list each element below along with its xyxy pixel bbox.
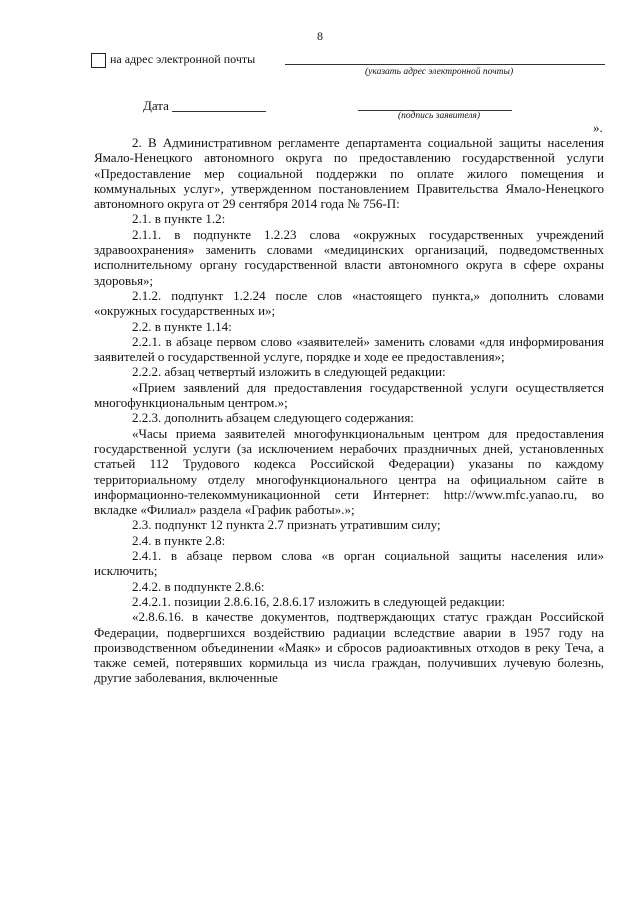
paragraph: 2.3. подпункт 12 пункта 2.7 признать утратившим силу;: [132, 517, 441, 533]
paragraph: 2.2. в пункте 1.14:: [132, 318, 232, 334]
email-checkbox[interactable]: [91, 53, 106, 68]
paragraph: 2.4.2. в подпункте 2.8.6:: [132, 578, 265, 594]
date-line: [172, 111, 266, 112]
closing-mark: ».: [593, 120, 603, 135]
email-address-hint: (указать адрес электронной почты): [365, 67, 514, 77]
paragraph: 2.1. в пункте 1.2:: [132, 211, 226, 227]
paragraph: 2.1.2. подпункт 1.2.24 после слов «настоящего пункта,» дополнить словами «окружных государственных и»;: [94, 287, 604, 319]
paragraph: «Прием заявлений для предоставления государственной услуги осуществляется многофункциональным центром.»;: [94, 379, 604, 411]
signature-hint: (подпись заявителя): [398, 111, 481, 121]
paragraph: 2. В Административном регламенте департамента социальной защиты населения Ямало-Ненецкого автономного округа по предоставлению государственной услуги «Предоставление мер социальной поддержки по оплате жилого помещения и коммунальных услуг», утвержденном постановлением Правительства Ямало-Ненецкого автономного округа от 29 сентября 2014 года № 756-П:: [94, 135, 604, 212]
date-label: Дата: [143, 98, 169, 113]
paragraph: 2.2.2. абзац четвертый изложить в следующей редакции:: [132, 364, 446, 380]
document-body: [94, 135, 604, 686]
paragraph: 2.1.1. в подпункте 1.2.23 слова «окружных государственных учреждений здравоохранения» заменить словами «медицинских организаций, подведомственных исполнительному органу государственной власти автономного округа в сфере охраны здоровья»;: [94, 226, 604, 288]
paragraph: 2.4. в пункте 2.8:: [132, 532, 226, 548]
email-address-line: [285, 64, 605, 65]
paragraph: 2.2.3. дополнить абзацем следующего содержания:: [132, 410, 414, 426]
paragraph: 2.4.1. в абзаце первом слова «в орган социальной защиты населения или» исключить;: [94, 548, 604, 579]
email-option-label: на адрес электронной почты: [110, 52, 256, 66]
paragraph: 2.4.2.1. позиции 2.8.6.16, 2.8.6.17 изложить в следующей редакции:: [132, 593, 506, 609]
page-number: 8: [317, 29, 323, 43]
paragraph: «Часы приема заявителей многофункциональным центром для предоставления государственной услуги (за исключением нерабочих праздничных дней, установленных статьей 112 Трудового кодекса Российской Федерации) указаны по каждому территориальному отделу многофункционального центра на официальном сайте в информационно-телекоммуникационной сети Интернет: http://www.mfc.yanao.ru, во вкладке «Филиал» раздела «График работы».»;: [94, 425, 604, 518]
paragraph: «2.8.6.16. в качестве документов, подтверждающих статус граждан Российской Федерации, подвергшихся воздействию радиации вследствие аварии в 1957 году на производственном объединении «Маяк» и сбросов радиоактивных отходов в реку Теча, а также семей, потерявших кормильца из числа граждан, получивших лучевую болезнь, другие заболевания, включенные: [94, 609, 604, 686]
paragraph: 2.2.1. в абзаце первом слово «заявителей» заменить словами «для информирования заявителей о государственной услуге, порядке и ходе ее предоставления»;: [94, 333, 604, 365]
